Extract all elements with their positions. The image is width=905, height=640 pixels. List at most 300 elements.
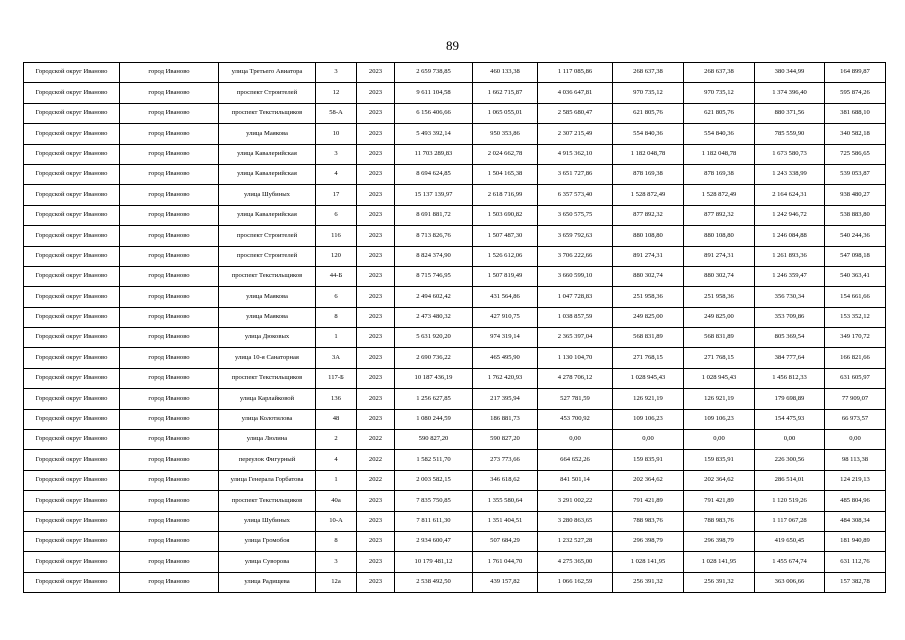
amount-5-cell: 1 246 084,88	[755, 226, 825, 246]
house-number-cell: 3	[316, 144, 357, 164]
amount-2-cell: 3 651 727,86	[538, 164, 613, 184]
total-cost-cell: 2 659 738,85	[395, 63, 473, 83]
amount-5-cell: 286 514,01	[755, 470, 825, 490]
settlement-cell: город Иваново	[120, 368, 219, 388]
amount-3-cell: 621 805,76	[613, 103, 684, 123]
amount-2-cell: 1 130 104,70	[538, 348, 613, 368]
amount-4-cell: 202 364,62	[684, 470, 755, 490]
amount-3-cell: 791 421,89	[613, 491, 684, 511]
total-cost-cell: 8 713 826,76	[395, 226, 473, 246]
page-number: 89	[446, 38, 459, 53]
amount-6-cell: 631 605,97	[825, 368, 886, 388]
amount-2-cell: 2 585 680,47	[538, 103, 613, 123]
total-cost-cell: 5 631 920,20	[395, 328, 473, 348]
total-cost-cell: 8 694 624,85	[395, 164, 473, 184]
settlement-cell: город Иваново	[120, 491, 219, 511]
amount-1-cell: 1 503 690,82	[473, 205, 538, 225]
amount-4-cell: 109 106,23	[684, 409, 755, 429]
amount-4-cell: 970 735,12	[684, 83, 755, 103]
settlement-cell: город Иваново	[120, 287, 219, 307]
table-row	[24, 348, 886, 368]
house-number-cell: 2	[316, 430, 357, 450]
amount-3-cell: 891 274,31	[613, 246, 684, 266]
year-cell: 2023	[357, 246, 395, 266]
amount-6-cell: 0,00	[825, 430, 886, 450]
settlement-cell: город Иваново	[120, 164, 219, 184]
municipality-cell: Городской округ Иваново	[24, 511, 120, 531]
amount-3-cell: 788 983,76	[613, 511, 684, 531]
amount-5-cell: 1 261 893,36	[755, 246, 825, 266]
total-cost-cell: 2 934 600,47	[395, 531, 473, 551]
municipality-cell: Городской округ Иваново	[24, 164, 120, 184]
street-cell: проспект Строителей	[219, 246, 316, 266]
total-cost-cell: 7 811 611,30	[395, 511, 473, 531]
amount-2-cell: 2 365 397,04	[538, 328, 613, 348]
amount-3-cell: 126 921,19	[613, 389, 684, 409]
amount-3-cell: 271 768,15	[613, 348, 684, 368]
table-body	[24, 63, 886, 593]
table-row	[24, 246, 886, 266]
amount-5-cell: 1 242 946,72	[755, 205, 825, 225]
table-row	[24, 266, 886, 286]
amount-6-cell: 157 382,78	[825, 572, 886, 592]
amount-4-cell: 568 831,89	[684, 328, 755, 348]
street-cell: улица Кавалерийская	[219, 205, 316, 225]
year-cell: 2023	[357, 511, 395, 531]
street-cell: проспект Строителей	[219, 226, 316, 246]
total-cost-cell: 2 538 492,50	[395, 572, 473, 592]
amount-2-cell: 3 706 222,66	[538, 246, 613, 266]
year-cell: 2022	[357, 470, 395, 490]
total-cost-cell: 10 187 436,19	[395, 368, 473, 388]
year-cell: 2023	[357, 124, 395, 144]
amount-3-cell: 296 398,79	[613, 531, 684, 551]
table-row	[24, 205, 886, 225]
street-cell: проспект Строителей	[219, 83, 316, 103]
total-cost-cell: 2 690 736,22	[395, 348, 473, 368]
municipality-cell: Городской округ Иваново	[24, 246, 120, 266]
street-cell: улица 10-я Санаторная	[219, 348, 316, 368]
settlement-cell: город Иваново	[120, 103, 219, 123]
house-number-cell: 48	[316, 409, 357, 429]
house-number-cell: 136	[316, 389, 357, 409]
amount-6-cell: 538 883,80	[825, 205, 886, 225]
amount-4-cell: 159 835,91	[684, 450, 755, 470]
street-cell: переулок Фигурный	[219, 450, 316, 470]
year-cell: 2023	[357, 552, 395, 572]
amount-1-cell: 217 395,94	[473, 389, 538, 409]
municipality-cell: Городской округ Иваново	[24, 63, 120, 83]
amount-5-cell: 1 455 674,74	[755, 552, 825, 572]
table-row	[24, 328, 886, 348]
amount-1-cell: 465 495,90	[473, 348, 538, 368]
settlement-cell: город Иваново	[120, 409, 219, 429]
amount-3-cell: 109 106,23	[613, 409, 684, 429]
amount-5-cell: 363 006,66	[755, 572, 825, 592]
table-row	[24, 470, 886, 490]
amount-5-cell: 1 246 359,47	[755, 266, 825, 286]
street-cell: улица Третьего Авиатора	[219, 63, 316, 83]
amount-6-cell: 124 219,13	[825, 470, 886, 490]
settlement-cell: город Иваново	[120, 328, 219, 348]
amount-6-cell: 66 973,57	[825, 409, 886, 429]
street-cell: улица Громобоя	[219, 531, 316, 551]
amount-6-cell: 540 363,41	[825, 266, 886, 286]
table-row	[24, 83, 886, 103]
amount-5-cell: 353 709,86	[755, 307, 825, 327]
amount-6-cell: 725 586,65	[825, 144, 886, 164]
settlement-cell: город Иваново	[120, 552, 219, 572]
municipality-cell: Городской округ Иваново	[24, 144, 120, 164]
amount-3-cell: 1 528 872,49	[613, 185, 684, 205]
amount-5-cell: 880 371,56	[755, 103, 825, 123]
amount-1-cell: 1 351 404,51	[473, 511, 538, 531]
municipality-cell: Городской округ Иваново	[24, 348, 120, 368]
amount-5-cell: 0,00	[755, 430, 825, 450]
year-cell: 2023	[357, 368, 395, 388]
amount-2-cell: 3 280 863,65	[538, 511, 613, 531]
amount-6-cell: 631 112,76	[825, 552, 886, 572]
amount-4-cell: 554 840,36	[684, 124, 755, 144]
amount-2-cell: 3 660 599,10	[538, 266, 613, 286]
table-row	[24, 185, 886, 205]
street-cell: улица Шубиных	[219, 185, 316, 205]
amount-1-cell: 1 762 420,93	[473, 368, 538, 388]
street-cell: проспект Текстильщиков	[219, 491, 316, 511]
year-cell: 2023	[357, 144, 395, 164]
amount-5-cell: 1 243 338,99	[755, 164, 825, 184]
year-cell: 2023	[357, 572, 395, 592]
settlement-cell: город Иваново	[120, 205, 219, 225]
amount-2-cell: 1 047 728,83	[538, 287, 613, 307]
municipality-cell: Городской округ Иваново	[24, 389, 120, 409]
table-row	[24, 287, 886, 307]
amount-4-cell: 877 892,32	[684, 205, 755, 225]
amount-1-cell: 431 564,86	[473, 287, 538, 307]
municipality-cell: Городской округ Иваново	[24, 470, 120, 490]
municipality-cell: Городской округ Иваново	[24, 552, 120, 572]
amount-3-cell: 880 108,80	[613, 226, 684, 246]
amount-5-cell: 1 456 812,33	[755, 368, 825, 388]
house-number-cell: 8	[316, 307, 357, 327]
year-cell: 2023	[357, 63, 395, 83]
total-cost-cell: 9 611 104,58	[395, 83, 473, 103]
amount-2-cell: 527 781,59	[538, 389, 613, 409]
table-row	[24, 103, 886, 123]
house-number-cell: 12а	[316, 572, 357, 592]
settlement-cell: город Иваново	[120, 572, 219, 592]
year-cell: 2023	[357, 348, 395, 368]
amount-4-cell: 271 768,15	[684, 348, 755, 368]
settlement-cell: город Иваново	[120, 226, 219, 246]
municipality-cell: Городской округ Иваново	[24, 328, 120, 348]
amount-4-cell: 880 302,74	[684, 266, 755, 286]
amount-1-cell: 1 526 612,06	[473, 246, 538, 266]
year-cell: 2023	[357, 185, 395, 205]
amount-2-cell: 453 700,92	[538, 409, 613, 429]
amount-2-cell: 3 650 575,75	[538, 205, 613, 225]
year-cell: 2022	[357, 430, 395, 450]
municipality-cell: Городской округ Иваново	[24, 205, 120, 225]
amount-1-cell: 2 618 716,99	[473, 185, 538, 205]
amount-4-cell: 621 805,76	[684, 103, 755, 123]
year-cell: 2023	[357, 83, 395, 103]
table-row	[24, 226, 886, 246]
settlement-cell: город Иваново	[120, 185, 219, 205]
settlement-cell: город Иваново	[120, 531, 219, 551]
municipality-cell: Городской округ Иваново	[24, 266, 120, 286]
total-cost-cell: 8 691 881,72	[395, 205, 473, 225]
year-cell: 2023	[357, 491, 395, 511]
amount-1-cell: 460 133,38	[473, 63, 538, 83]
total-cost-cell: 10 179 481,12	[395, 552, 473, 572]
amount-6-cell: 340 582,18	[825, 124, 886, 144]
amount-6-cell: 381 688,10	[825, 103, 886, 123]
table-row	[24, 511, 886, 531]
municipality-cell: Городской округ Иваново	[24, 409, 120, 429]
house-number-cell: 3	[316, 552, 357, 572]
municipality-cell: Городской округ Иваново	[24, 124, 120, 144]
amount-4-cell: 1 182 048,78	[684, 144, 755, 164]
amount-5-cell: 419 650,45	[755, 531, 825, 551]
amount-3-cell: 880 302,74	[613, 266, 684, 286]
table-row	[24, 450, 886, 470]
year-cell: 2022	[357, 450, 395, 470]
amount-2-cell: 1 232 527,28	[538, 531, 613, 551]
amount-1-cell: 1 507 487,30	[473, 226, 538, 246]
house-number-cell: 44-Б	[316, 266, 357, 286]
amount-6-cell: 164 899,87	[825, 63, 886, 83]
amount-2-cell: 6 357 573,40	[538, 185, 613, 205]
house-number-cell: 116	[316, 226, 357, 246]
table-row	[24, 124, 886, 144]
amount-2-cell: 3 659 792,63	[538, 226, 613, 246]
street-cell: улица Шубиных	[219, 511, 316, 531]
total-cost-cell: 590 827,20	[395, 430, 473, 450]
amount-5-cell: 1 120 519,26	[755, 491, 825, 511]
amount-2-cell: 4 915 362,10	[538, 144, 613, 164]
amount-4-cell: 791 421,89	[684, 491, 755, 511]
total-cost-cell: 7 835 750,85	[395, 491, 473, 511]
total-cost-cell: 5 493 392,14	[395, 124, 473, 144]
amount-1-cell: 590 827,20	[473, 430, 538, 450]
street-cell: улица Колотилова	[219, 409, 316, 429]
amount-3-cell: 159 835,91	[613, 450, 684, 470]
amount-2-cell: 0,00	[538, 430, 613, 450]
settlement-cell: город Иваново	[120, 450, 219, 470]
year-cell: 2023	[357, 307, 395, 327]
street-cell: улица Кавалерийская	[219, 144, 316, 164]
amount-5-cell: 805 369,54	[755, 328, 825, 348]
amount-5-cell: 2 164 624,31	[755, 185, 825, 205]
municipality-cell: Городской округ Иваново	[24, 185, 120, 205]
table-row	[24, 552, 886, 572]
amount-3-cell: 1 182 048,78	[613, 144, 684, 164]
year-cell: 2023	[357, 205, 395, 225]
total-cost-cell: 2 003 582,15	[395, 470, 473, 490]
municipality-cell: Городской округ Иваново	[24, 103, 120, 123]
year-cell: 2023	[357, 389, 395, 409]
amount-2-cell: 1 066 162,59	[538, 572, 613, 592]
amount-3-cell: 251 958,36	[613, 287, 684, 307]
year-cell: 2023	[357, 531, 395, 551]
amount-6-cell: 485 804,96	[825, 491, 886, 511]
settlement-cell: город Иваново	[120, 348, 219, 368]
amount-3-cell: 1 028 945,43	[613, 368, 684, 388]
amount-5-cell: 785 559,90	[755, 124, 825, 144]
settlement-cell: город Иваново	[120, 83, 219, 103]
settlement-cell: город Иваново	[120, 266, 219, 286]
municipality-cell: Городской округ Иваново	[24, 307, 120, 327]
amount-4-cell: 1 028 945,43	[684, 368, 755, 388]
amount-5-cell: 1 673 580,73	[755, 144, 825, 164]
table-row	[24, 389, 886, 409]
table-row	[24, 409, 886, 429]
amount-6-cell: 181 940,89	[825, 531, 886, 551]
settlement-cell: город Иваново	[120, 470, 219, 490]
year-cell: 2023	[357, 164, 395, 184]
table-row	[24, 164, 886, 184]
street-cell: улица Генерала Горбатова	[219, 470, 316, 490]
amount-4-cell: 878 169,38	[684, 164, 755, 184]
street-cell: улица Кавалерийская	[219, 164, 316, 184]
amount-3-cell: 878 169,38	[613, 164, 684, 184]
amount-2-cell: 664 652,26	[538, 450, 613, 470]
settlement-cell: город Иваново	[120, 144, 219, 164]
amount-3-cell: 256 391,32	[613, 572, 684, 592]
street-cell: проспект Текстильщиков	[219, 368, 316, 388]
street-cell: улица Суворова	[219, 552, 316, 572]
street-cell: улица Люлина	[219, 430, 316, 450]
amount-2-cell: 1 038 857,59	[538, 307, 613, 327]
house-number-cell: 6	[316, 205, 357, 225]
amount-4-cell: 251 958,36	[684, 287, 755, 307]
house-number-cell: 1	[316, 470, 357, 490]
amount-1-cell: 1 355 580,64	[473, 491, 538, 511]
amount-6-cell: 540 244,36	[825, 226, 886, 246]
amount-3-cell: 0,00	[613, 430, 684, 450]
amount-4-cell: 268 637,38	[684, 63, 755, 83]
house-number-cell: 117-Б	[316, 368, 357, 388]
total-cost-cell: 1 256 627,85	[395, 389, 473, 409]
total-cost-cell: 15 137 139,97	[395, 185, 473, 205]
amount-1-cell: 1 662 715,87	[473, 83, 538, 103]
municipality-cell: Городской округ Иваново	[24, 450, 120, 470]
amount-1-cell: 950 353,86	[473, 124, 538, 144]
amount-2-cell: 4 278 706,12	[538, 368, 613, 388]
total-cost-cell: 6 156 406,66	[395, 103, 473, 123]
table-row	[24, 368, 886, 388]
amount-3-cell: 249 825,00	[613, 307, 684, 327]
amount-2-cell: 841 501,14	[538, 470, 613, 490]
amount-1-cell: 1 761 044,70	[473, 552, 538, 572]
table-row	[24, 430, 886, 450]
street-cell: проспект Текстильщиков	[219, 103, 316, 123]
table-row	[24, 572, 886, 592]
amount-5-cell: 226 300,56	[755, 450, 825, 470]
house-number-cell: 17	[316, 185, 357, 205]
amount-4-cell: 256 391,32	[684, 572, 755, 592]
amount-2-cell: 1 117 085,86	[538, 63, 613, 83]
year-cell: 2023	[357, 226, 395, 246]
amount-1-cell: 507 684,29	[473, 531, 538, 551]
amount-4-cell: 788 983,76	[684, 511, 755, 531]
house-number-cell: 58-А	[316, 103, 357, 123]
street-cell: улица Радищева	[219, 572, 316, 592]
amount-1-cell: 974 319,14	[473, 328, 538, 348]
settlement-cell: город Иваново	[120, 246, 219, 266]
amount-4-cell: 126 921,19	[684, 389, 755, 409]
amount-5-cell: 179 698,89	[755, 389, 825, 409]
municipality-cell: Городской округ Иваново	[24, 531, 120, 551]
street-cell: улица Маякова	[219, 287, 316, 307]
amount-6-cell: 547 098,18	[825, 246, 886, 266]
municipality-cell: Городской округ Иваново	[24, 368, 120, 388]
year-cell: 2023	[357, 266, 395, 286]
amount-5-cell: 380 344,99	[755, 63, 825, 83]
house-number-cell: 1	[316, 328, 357, 348]
registry-table	[23, 62, 886, 593]
amount-5-cell: 1 117 067,28	[755, 511, 825, 531]
amount-4-cell: 249 825,00	[684, 307, 755, 327]
house-number-cell: 6	[316, 287, 357, 307]
table-row	[24, 491, 886, 511]
amount-5-cell: 356 730,34	[755, 287, 825, 307]
amount-6-cell: 349 170,72	[825, 328, 886, 348]
amount-3-cell: 877 892,32	[613, 205, 684, 225]
amount-6-cell: 938 480,27	[825, 185, 886, 205]
amount-2-cell: 4 275 365,00	[538, 552, 613, 572]
amount-6-cell: 153 352,12	[825, 307, 886, 327]
amount-6-cell: 98 113,38	[825, 450, 886, 470]
street-cell: улица Маякова	[219, 124, 316, 144]
total-cost-cell: 2 494 602,42	[395, 287, 473, 307]
amount-3-cell: 568 831,89	[613, 328, 684, 348]
street-cell: улица Дюковых	[219, 328, 316, 348]
amount-1-cell: 439 157,82	[473, 572, 538, 592]
settlement-cell: город Иваново	[120, 124, 219, 144]
municipality-cell: Городской округ Иваново	[24, 287, 120, 307]
amount-2-cell: 2 307 215,49	[538, 124, 613, 144]
amount-4-cell: 1 528 872,49	[684, 185, 755, 205]
amount-6-cell: 154 661,66	[825, 287, 886, 307]
amount-4-cell: 880 108,80	[684, 226, 755, 246]
amount-6-cell: 595 874,26	[825, 83, 886, 103]
year-cell: 2023	[357, 287, 395, 307]
table-row	[24, 63, 886, 83]
amount-3-cell: 268 637,38	[613, 63, 684, 83]
amount-4-cell: 0,00	[684, 430, 755, 450]
total-cost-cell: 2 473 480,32	[395, 307, 473, 327]
house-number-cell: 10	[316, 124, 357, 144]
amount-1-cell: 186 881,73	[473, 409, 538, 429]
amount-1-cell: 427 910,75	[473, 307, 538, 327]
table-row	[24, 531, 886, 551]
amount-3-cell: 554 840,36	[613, 124, 684, 144]
amount-6-cell: 166 821,66	[825, 348, 886, 368]
house-number-cell: 3	[316, 63, 357, 83]
amount-4-cell: 1 028 141,95	[684, 552, 755, 572]
house-number-cell: 120	[316, 246, 357, 266]
table-row	[24, 307, 886, 327]
amount-1-cell: 273 773,66	[473, 450, 538, 470]
house-number-cell: 3А	[316, 348, 357, 368]
amount-3-cell: 1 028 141,95	[613, 552, 684, 572]
house-number-cell: 40а	[316, 491, 357, 511]
amount-5-cell: 1 374 396,40	[755, 83, 825, 103]
amount-3-cell: 202 364,62	[613, 470, 684, 490]
municipality-cell: Городской округ Иваново	[24, 572, 120, 592]
